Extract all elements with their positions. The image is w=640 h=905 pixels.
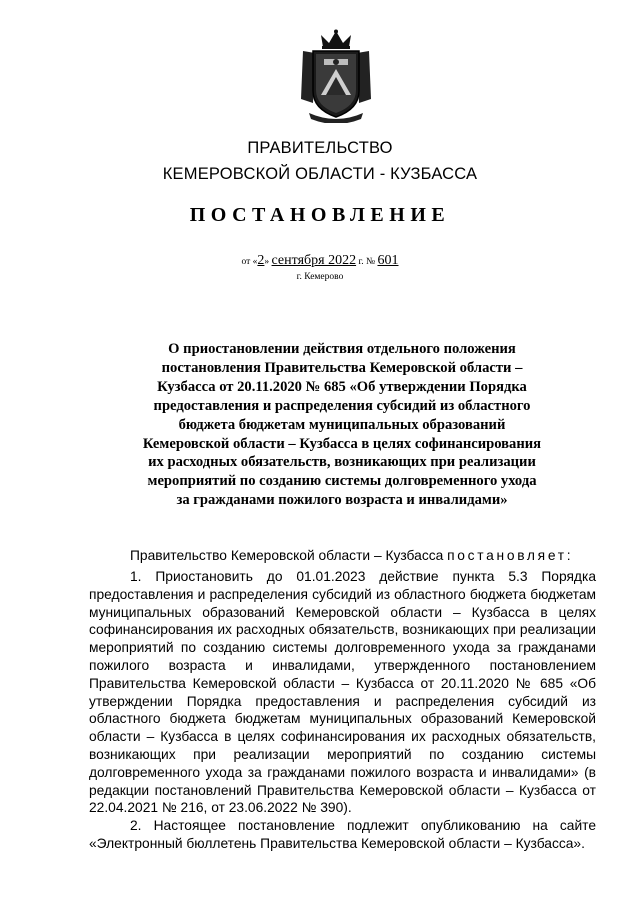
government-name-line1: ПРАВИТЕЛЬСТВО <box>247 139 393 157</box>
date-from-label: от « <box>241 257 258 267</box>
paragraph-text: Приостановить до 01.01.2023 действие пункта 5.3 Порядка предоставления и распределения субсидий из областного бюджета бюджетам муниципальных образований Кемеровской области – Кузбасса в целях софинансирования их расходных обязательств, возникающих при реализации мероприятий по созданию системы долговременного ухода за гражданами пожилого возраста и инвалидами, утвержденного постановлением Правительства Кемеровской области – Кузбасса от 20.11.2020 № 685 «Об утверждении Порядка предоставления и распределения субсидий из областного бюджета бюджетам муниципальных образований Кемеровской области – Кузбасса в целях софинансирования их расходных обязательств, возникающих при реализации мероприятий по созданию системы долговременного ухода за гражданами пожилого возраста и инвалидами» (в редакции постановлений Правительства Кемеровской области – Кузбасса от 22.04.2021 № 216, от 23.06.2022 № 390). <box>89 569 596 816</box>
paragraph-text: Настоящее постановление подлежит опубликованию на сайте «Электронный бюллетень Правительства Кемеровской области – Кузбасса». <box>89 818 596 851</box>
date-year-suffix: г. <box>358 257 364 267</box>
coat-of-arms-emblem <box>299 29 373 123</box>
intro-verb: постановляет: <box>447 548 574 563</box>
date-day: 2 <box>257 253 265 268</box>
paragraph-2 <box>89 817 596 853</box>
document-body <box>89 568 596 853</box>
document-number: 601 <box>377 253 399 268</box>
document-type-heading: ПОСТАНОВЛЕНИЕ <box>189 204 451 226</box>
intro-subject: Правительство Кемеровской области – Кузбасса <box>130 548 444 563</box>
date-month-year: сентября 2022 <box>271 253 357 268</box>
document-dateline <box>0 253 640 269</box>
intro-line <box>130 548 573 563</box>
document-city: г. Кемерово <box>296 272 344 282</box>
date-day-close: » <box>264 257 270 267</box>
paragraph-number: 2. <box>130 818 142 834</box>
government-name-line2: КЕМЕРОВСКОЙ ОБЛАСТИ - КУЗБАССА <box>162 165 478 183</box>
document-title: О приостановлении действия отдельного положения постановления Правительства Кемеровской области – Кузбасса от 20.11.2020 № 685 «Об утверждении Порядка предоставления и распределения субсидий из областного бюджета бюджетам муниципальных образований Кемеровской области – Кузбасса в целях софинансирования их расходных обязательств, возникающих при реализации мероприятий по созданию системы долговременного ухода за гражданами пожилого возраста и инвалидами» <box>142 341 542 509</box>
paragraph-number: 1. <box>130 569 142 584</box>
paragraph-1 <box>89 568 596 817</box>
number-label: № <box>366 257 376 267</box>
